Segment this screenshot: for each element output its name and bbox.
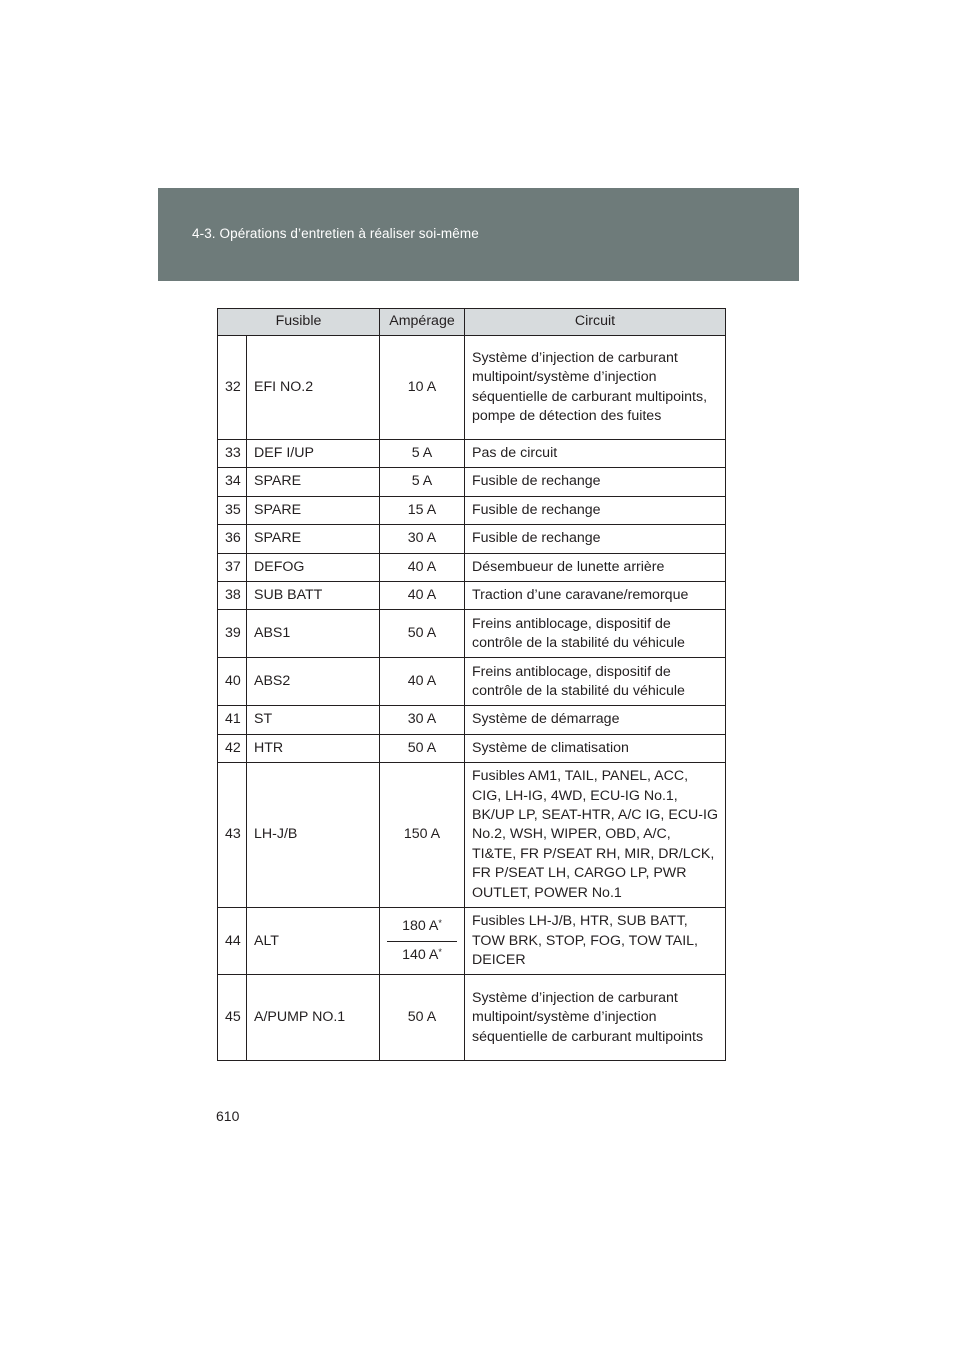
fuse-name: ABS2 xyxy=(247,658,380,706)
fuse-amperage-split xyxy=(380,908,465,975)
fuse-circuit: Traction d’une caravane/remorque xyxy=(465,582,726,610)
fuse-name: SUB BATT xyxy=(247,582,380,610)
fuse-number: 34 xyxy=(218,468,247,496)
col-header-fuse: Fusible xyxy=(218,309,380,336)
fuse-name: EFI NO.2 xyxy=(247,336,380,440)
fuse-number: 33 xyxy=(218,440,247,468)
fuse-amperage: 50 A xyxy=(380,975,465,1061)
table-row xyxy=(218,734,726,762)
page-number: 610 xyxy=(216,1108,240,1124)
table-header-row xyxy=(218,309,726,336)
footnote-mark: * xyxy=(438,947,442,957)
table-row xyxy=(218,975,726,1061)
fuse-amperage: 40 A xyxy=(380,582,465,610)
section-header-band xyxy=(158,188,799,281)
footnote-mark: * xyxy=(438,918,442,928)
fuse-name: ALT xyxy=(247,908,380,975)
fuse-name: ABS1 xyxy=(247,610,380,658)
table-row xyxy=(218,553,726,581)
fuse-circuit: Système de démarrage xyxy=(465,706,726,734)
table-row xyxy=(218,496,726,524)
fuse-circuit: Système de climatisation xyxy=(465,734,726,762)
fuse-name: SPARE xyxy=(247,468,380,496)
fuse-number: 32 xyxy=(218,336,247,440)
fuse-circuit: Freins antiblocage, dispositif de contrôle de la stabilité du véhicule xyxy=(465,658,726,706)
fuse-name: DEFOG xyxy=(247,553,380,581)
fuse-amperage: 40 A xyxy=(380,553,465,581)
table-row xyxy=(218,468,726,496)
fuse-amperage: 30 A xyxy=(380,706,465,734)
col-header-amperage: Ampérage xyxy=(380,309,465,336)
fuse-number: 38 xyxy=(218,582,247,610)
fuse-amperage: 40 A xyxy=(380,658,465,706)
fuse-circuit: Système d’injection de carburant multipoint/système d’injection séquentielle de carburant multipoints xyxy=(465,975,726,1061)
table-row xyxy=(218,610,726,658)
fuse-name: SPARE xyxy=(247,525,380,553)
table-row xyxy=(218,336,726,440)
table-row xyxy=(218,658,726,706)
fuse-name: LH-J/B xyxy=(247,763,380,908)
table-row xyxy=(218,908,726,975)
table-row xyxy=(218,525,726,553)
fuse-number: 41 xyxy=(218,706,247,734)
fuse-circuit: Fusible de rechange xyxy=(465,468,726,496)
fuse-circuit: Système d’injection de carburant multipoint/système d’injection séquentielle de carburant multipoints, pompe de détection des fuites xyxy=(465,336,726,440)
fuse-circuit: Pas de circuit xyxy=(465,440,726,468)
fuse-amperage-option: 180 A * xyxy=(387,913,457,942)
fuse-circuit: Désembueur de lunette arrière xyxy=(465,553,726,581)
col-header-circuit: Circuit xyxy=(465,309,726,336)
table-row xyxy=(218,763,726,908)
fuse-amperage: 15 A xyxy=(380,496,465,524)
fuse-circuit: Fusibles LH-J/B, HTR, SUB BATT, TOW BRK, STOP, FOG, TOW TAIL, DEICER xyxy=(465,908,726,975)
fuse-amperage: 5 A xyxy=(380,440,465,468)
fuse-circuit: Fusible de rechange xyxy=(465,525,726,553)
fuse-amperage: 30 A xyxy=(380,525,465,553)
table-row xyxy=(218,706,726,734)
section-title: 4-3. Opérations d’entretien à réaliser soi-même xyxy=(192,226,479,241)
fuse-name: SPARE xyxy=(247,496,380,524)
fuse-amperage: 10 A xyxy=(380,336,465,440)
fuse-amperage: 50 A xyxy=(380,734,465,762)
fuse-amperage: 150 A xyxy=(380,763,465,908)
table-row xyxy=(218,582,726,610)
fuse-circuit: Fusibles AM1, TAIL, PANEL, ACC, CIG, LH-IG, 4WD, ECU-IG No.1, BK/UP LP, SEAT-HTR, A/C IG, ECU-IG No.2, WSH, WIPER, OBD, A/C, TI&TE, FR P/SEAT RH, MIR, DR/LCK, FR P/SEAT LH, CARGO LP, PWR OUTLET, POWER No.1 xyxy=(465,763,726,908)
fuse-amperage: 5 A xyxy=(380,468,465,496)
fuse-table xyxy=(217,308,726,1061)
fuse-name: HTR xyxy=(247,734,380,762)
fuse-amperage-option: 140 A * xyxy=(387,942,457,970)
fuse-name: ST xyxy=(247,706,380,734)
fuse-number: 39 xyxy=(218,610,247,658)
fuse-number: 37 xyxy=(218,553,247,581)
fuse-circuit: Fusible de rechange xyxy=(465,496,726,524)
fuse-number: 40 xyxy=(218,658,247,706)
fuse-name: DEF I/UP xyxy=(247,440,380,468)
fuse-number: 45 xyxy=(218,975,247,1061)
fuse-number: 42 xyxy=(218,734,247,762)
fuse-amperage: 50 A xyxy=(380,610,465,658)
fuse-circuit: Freins antiblocage, dispositif de contrôle de la stabilité du véhicule xyxy=(465,610,726,658)
table-row xyxy=(218,440,726,468)
fuse-number: 44 xyxy=(218,908,247,975)
fuse-number: 35 xyxy=(218,496,247,524)
fuse-name: A/PUMP NO.1 xyxy=(247,975,380,1061)
fuse-number: 36 xyxy=(218,525,247,553)
fuse-number: 43 xyxy=(218,763,247,908)
